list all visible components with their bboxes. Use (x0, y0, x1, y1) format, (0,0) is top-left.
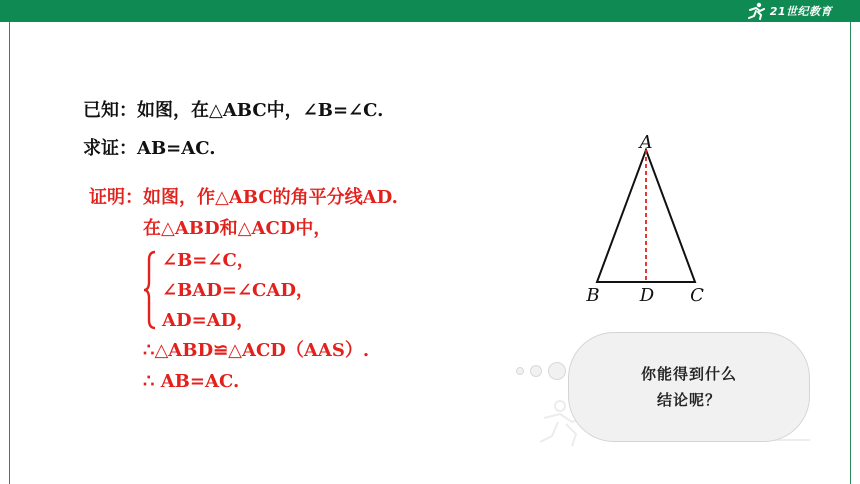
thought-bubble (568, 332, 810, 442)
prove-statement: 求证：AB=AC. (83, 138, 216, 159)
frame-border-right (850, 22, 851, 484)
given-statement: 已知：如图，在△ABC中，∠B=∠C. (83, 100, 384, 121)
proof-conclusion-equal: ∴ AB=AC. (143, 371, 240, 392)
frame-border-left (9, 22, 10, 484)
condition-angle-b-c: ∠B=∠C， (162, 250, 255, 271)
proof-line-2: 在△ABD和△ACD中， (143, 218, 332, 239)
proof-line-1: 如图，作△ABC的角平分线AD. (143, 187, 398, 208)
proof-conclusion-congruent: ∴△ABD≌△ACD（AAS）. (143, 340, 370, 361)
condition-angle-bad-cad: ∠BAD=∠CAD， (162, 280, 314, 301)
bubble-line-1: 你能得到什么 (640, 365, 737, 383)
logo-text: 21世纪教育 (769, 5, 832, 18)
bubble-line-2: 结论呢？ (656, 391, 721, 409)
vertex-label-d: D (639, 285, 655, 306)
vertex-label-a: A (639, 132, 653, 153)
header-bar (0, 0, 860, 22)
condition-ad-ad: AD=AD， (162, 310, 255, 331)
vertex-label-b: B (586, 285, 600, 306)
triangle-figure (570, 120, 720, 310)
thought-dot-2 (530, 365, 542, 377)
runner-icon (746, 2, 768, 20)
vertex-label-c: C (690, 285, 704, 306)
brace-icon (143, 250, 157, 330)
proof-label: 证明： (89, 187, 143, 208)
thought-dot-3 (548, 362, 566, 380)
thought-dot-1 (516, 367, 524, 375)
brand-logo (746, 2, 832, 20)
